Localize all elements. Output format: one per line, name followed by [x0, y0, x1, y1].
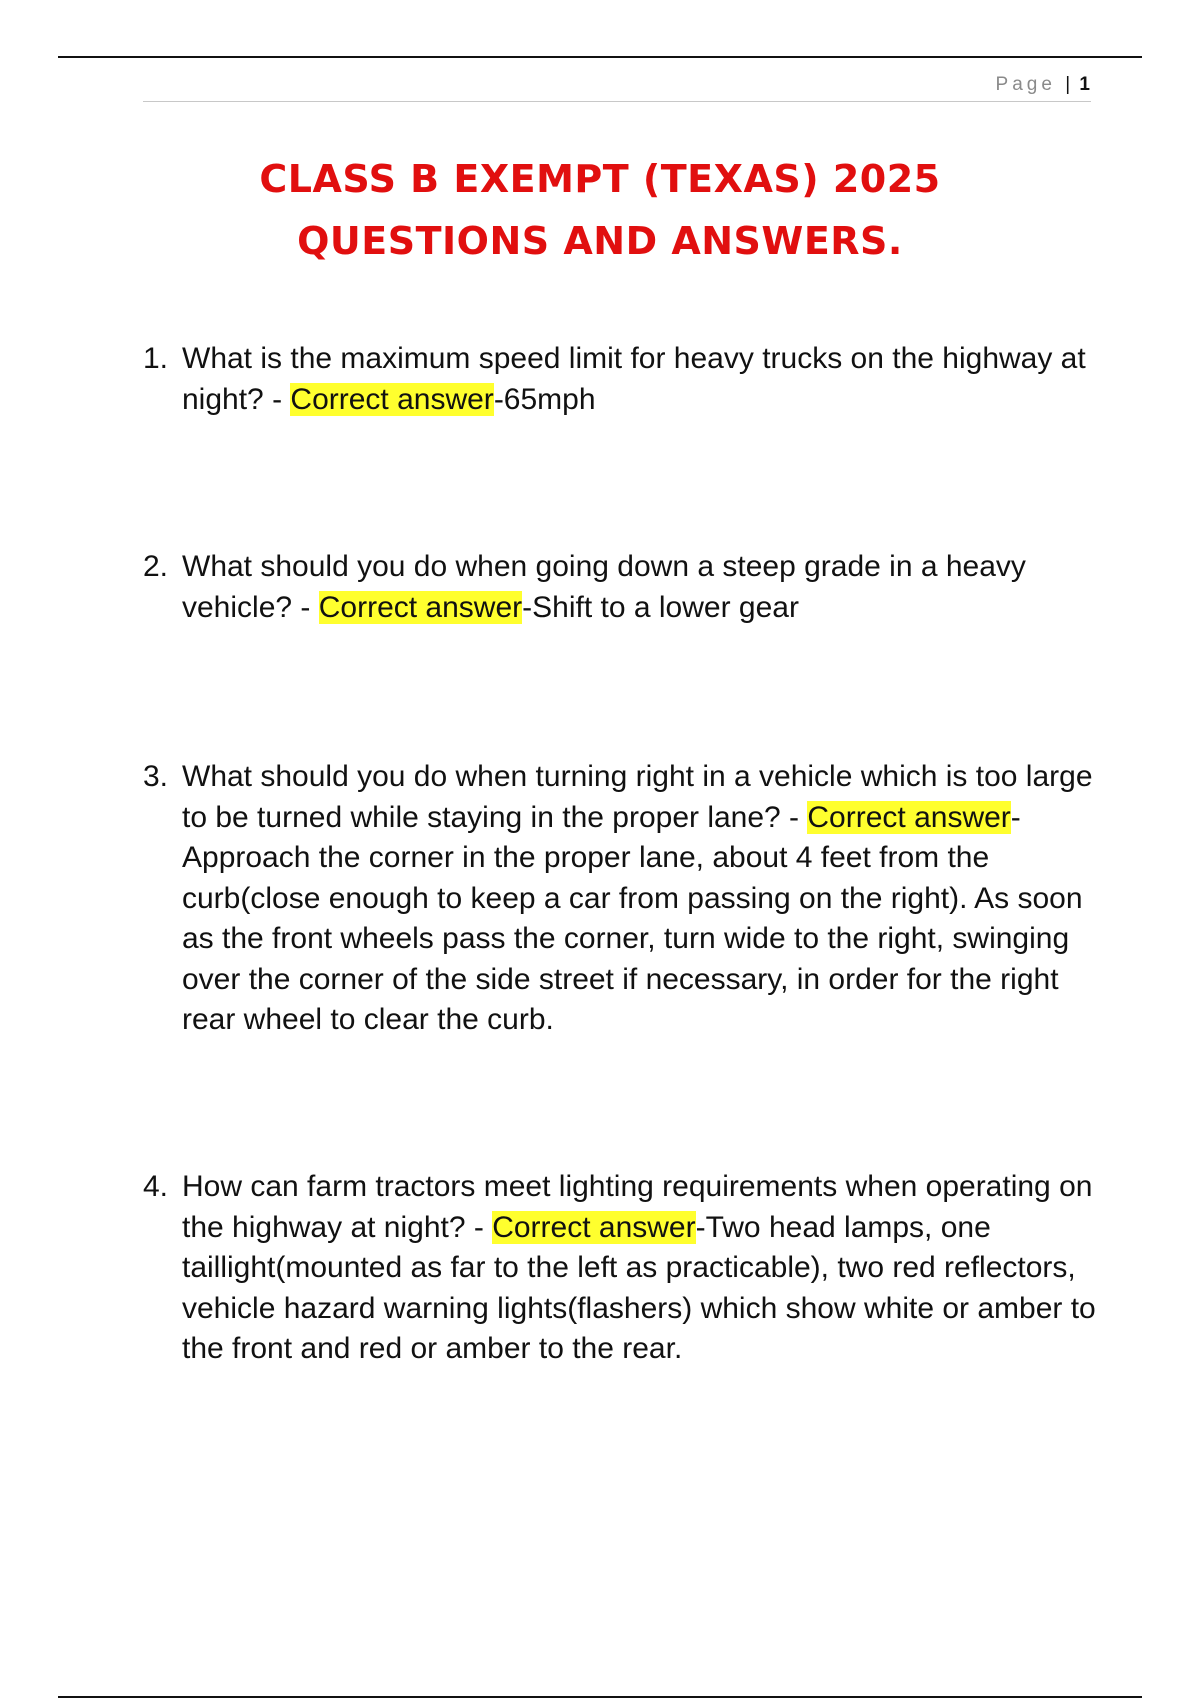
- bottom-rule: [58, 1696, 1142, 1698]
- page-number: 1: [1079, 74, 1090, 95]
- top-rule: [58, 56, 1142, 58]
- document-title: [0, 148, 1200, 272]
- question-body: What should you do when going down a steep grade in a heavy vehicle? -: [182, 550, 1026, 624]
- question-body: How can farm tractors meet lighting requirements when operating on the highway at night? -: [182, 1170, 1093, 1244]
- answer-label: Correct answer: [290, 382, 494, 416]
- question-number: 2.: [143, 550, 169, 583]
- header-divider: [143, 101, 1091, 102]
- question-item-2: [143, 547, 1103, 628]
- question-number: 3.: [143, 760, 169, 793]
- answer-text: -Two head lamps, one taillight(mounted as far to the left as practicable), two red reflectors, vehicle hazard warning lights(flashers) which show white or amber to the front and red or amber to the rear.: [182, 1210, 1096, 1365]
- title-line-1: CLASS B EXEMPT (TEXAS) 2025: [259, 157, 941, 201]
- title-line-2: QUESTIONS AND ANSWERS.: [297, 219, 903, 263]
- question-text: [182, 1167, 1103, 1370]
- question-body: What should you do when turning right in a vehicle which is too large to be turned while staying in the proper lane? -: [182, 760, 1093, 834]
- question-item-3: [143, 757, 1103, 1041]
- question-number: 4.: [143, 1170, 169, 1203]
- question-item-1: [143, 339, 1103, 420]
- page-number-header: [996, 74, 1090, 96]
- answer-text: -65mph: [493, 382, 596, 416]
- page-label: Page: [995, 74, 1056, 95]
- answer-label: Correct answer: [318, 590, 523, 624]
- question-text: [182, 757, 1103, 1041]
- page-separator: |: [1065, 74, 1071, 95]
- answer-label: Correct answer: [492, 1210, 696, 1244]
- question-body: What is the maximum speed limit for heavy trucks on the highway at night? -: [182, 342, 1086, 416]
- answer-text: -Approach the corner in the proper lane, about 4 feet from the curb(close enough to keep a car from passing on the right). As soon as the front wheels pass the corner, turn wide to the right, swinging over the corner of the side street if necessary, in order for the right rear wheel to clear the curb.: [182, 800, 1083, 1036]
- answer-label: Correct answer: [807, 800, 1011, 834]
- question-number: 1.: [143, 342, 169, 375]
- answer-text: -Shift to a lower gear: [522, 590, 799, 624]
- question-item-4: [143, 1167, 1103, 1370]
- question-text: [182, 547, 1103, 628]
- question-text: [182, 339, 1103, 420]
